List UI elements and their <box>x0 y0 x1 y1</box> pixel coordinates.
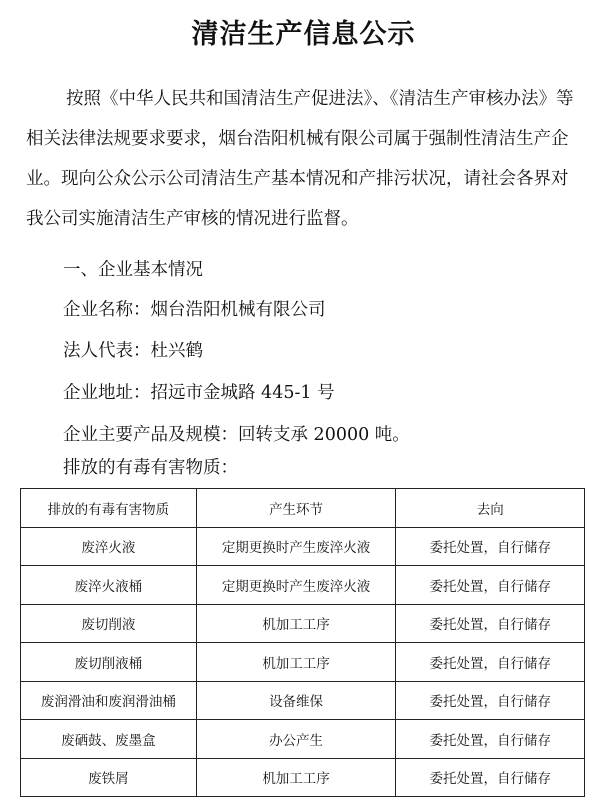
intro-text: 按照《中华人民共和国清洁生产促进法》、《清洁生产审核办法》等相关法律法规要求要求，烟台浩阳机械有限公司属于强制性清洁生产企业。现向公众公示公司清洁生产基本情况和产排污状况，请社会各界对我公司实施清洁生产审核的情况进行监督。 <box>26 89 574 229</box>
cell-destination: 委托处置，自行储存 <box>396 566 585 605</box>
page-title: 清洁生产信息公示 <box>191 19 416 50</box>
table-row <box>21 643 585 682</box>
main-products: 企业主要产品及规模：回转支承 20000 吨。 <box>63 425 410 445</box>
header-substance: 排放的有毒有害物质 <box>21 489 197 528</box>
table-row <box>21 758 585 797</box>
cell-substance: 废切削液桶 <box>21 643 197 682</box>
table-row <box>21 566 585 605</box>
cell-source: 机加工工序 <box>196 758 396 797</box>
table-row <box>21 527 585 566</box>
cell-destination: 委托处置，自行储存 <box>396 643 585 682</box>
cell-source: 机加工工序 <box>196 643 396 682</box>
table-row <box>21 681 585 720</box>
legal-representative: 法人代表：杜兴鹤 <box>63 341 203 361</box>
intro-paragraph <box>26 79 581 239</box>
cell-destination: 委托处置，自行储存 <box>396 681 585 720</box>
cell-destination: 委托处置，自行储存 <box>396 720 585 759</box>
cell-substance: 废铁屑 <box>21 758 197 797</box>
cell-source: 设备维保 <box>196 681 396 720</box>
table-row <box>21 604 585 643</box>
cell-substance: 废润滑油和废润滑油桶 <box>21 681 197 720</box>
cell-substance: 废淬火液 <box>21 527 197 566</box>
cell-destination: 委托处置，自行储存 <box>396 758 585 797</box>
header-destination: 去向 <box>396 489 585 528</box>
table-row <box>21 720 585 759</box>
substances-table <box>20 488 585 797</box>
cell-source: 办公产生 <box>196 720 396 759</box>
substances-label: 排放的有毒有害物质： <box>63 458 238 478</box>
cell-destination: 委托处置，自行储存 <box>396 527 585 566</box>
cell-substance: 废切削液 <box>21 604 197 643</box>
header-source: 产生环节 <box>196 489 396 528</box>
cell-substance: 废硒鼓、废墨盒 <box>21 720 197 759</box>
company-address: 企业地址：招远市金城路 445-1 号 <box>63 383 335 403</box>
cell-destination: 委托处置，自行储存 <box>396 604 585 643</box>
cell-source: 机加工工序 <box>196 604 396 643</box>
cell-source: 定期更换时产生废淬火液 <box>196 566 396 605</box>
cell-source: 定期更换时产生废淬火液 <box>196 527 396 566</box>
company-name: 企业名称：烟台浩阳机械有限公司 <box>63 300 326 320</box>
cell-substance: 废淬火液桶 <box>21 566 197 605</box>
section-heading: 一、企业基本情况 <box>63 260 203 280</box>
table-header-row <box>21 489 585 528</box>
